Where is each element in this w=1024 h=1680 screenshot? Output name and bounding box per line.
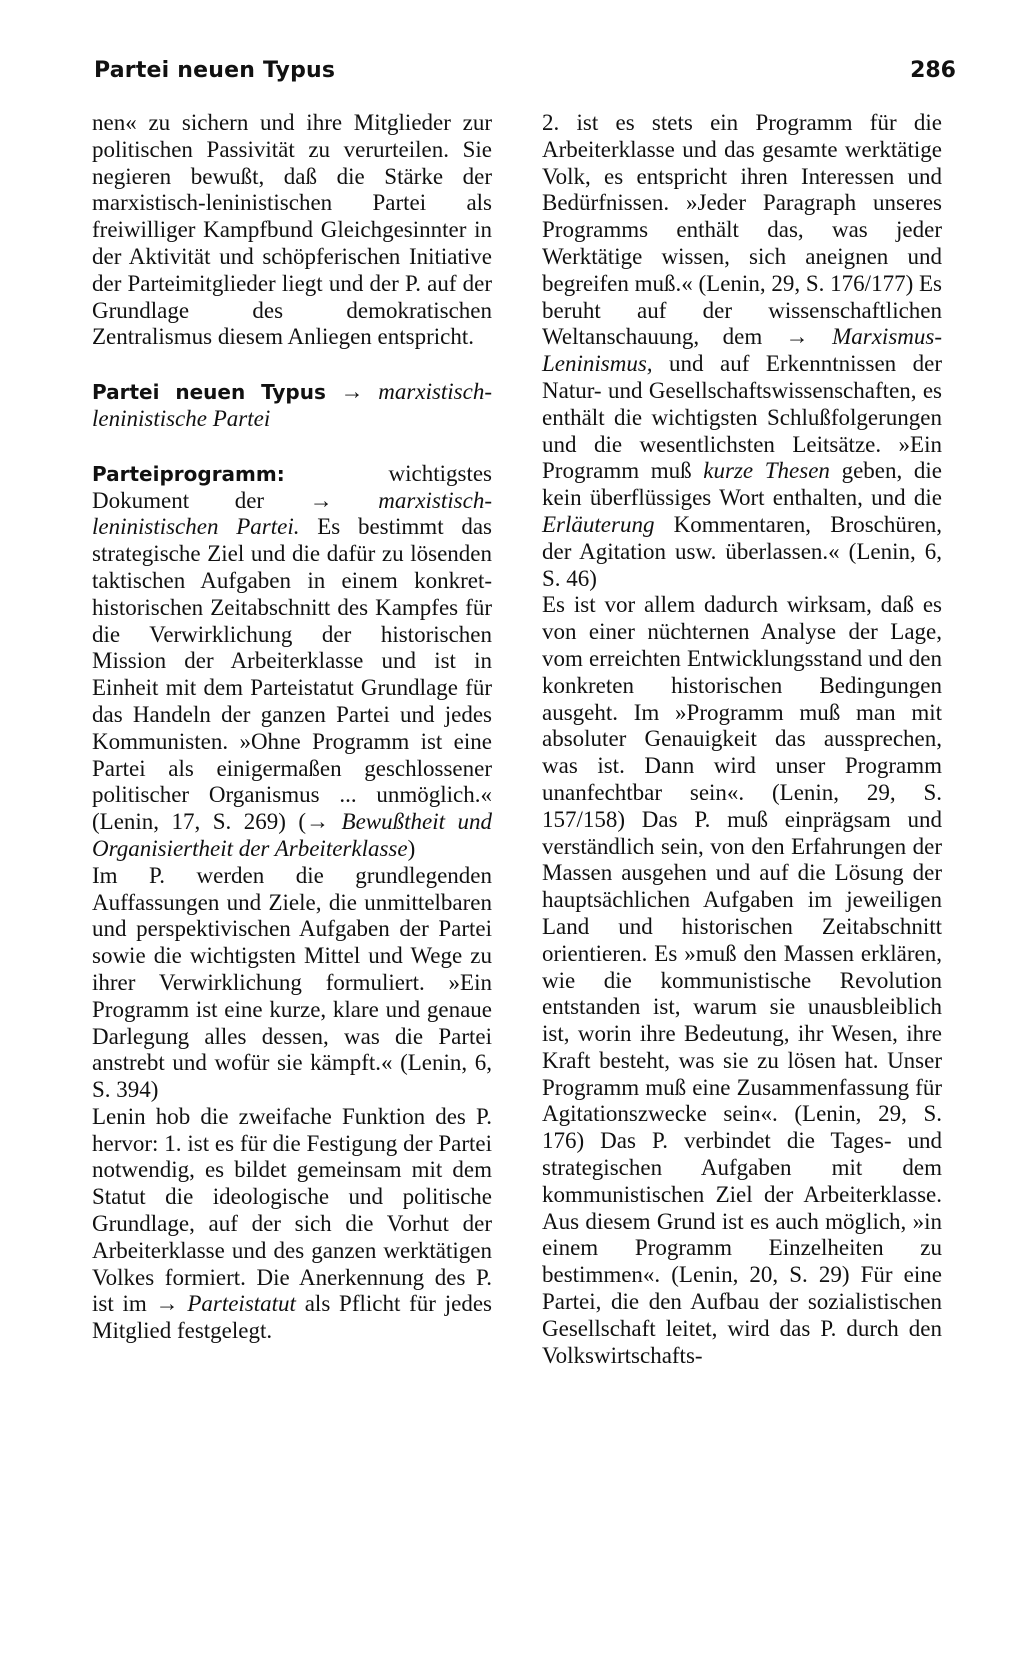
cross-reference: Parteistatut [178, 1291, 296, 1317]
entry-text: und auf Erkenntnissen der Natur- und Gesellschaftswissenschaften, es enthält die wichtigsten Schlußfolgerungen und die wesentlichsten Leitsätze. »Ein Programm muß [542, 351, 942, 484]
cross-reference-arrow-icon: → [306, 809, 330, 835]
right-column [542, 110, 942, 1369]
paragraph: Im P. werden die grundlegenden Auffassungen und Ziele, die unmittelbaren und perspektivischen Aufgaben der Partei sowie die wichtigsten Mittel und Wege zu ihrer Verwirklichung formuliert. »Ein Programm ist eine kurze, klare und genaue Darlegung alles dessen, was die Partei anstrebt und wofür sie kämpft.« (Lenin, 6, S. 394) [92, 862, 492, 1103]
cross-reference-arrow-icon: → [155, 1291, 179, 1317]
entry-text: Es bestimmt das strategische Ziel und die dafür zu lösenden taktischen Aufgaben in einem konkret-historischen Zeitabschnitt des Kampfes für die Verwirklichung der historischen Mission der Arbeiterklasse und ist in Einheit mit dem Parteistatut Grundlage für das Handeln der ganzen Partei und jedes Kommunisten. »Ohne Programm ist eine Partei als einigermaßen geschlossener politischer Organismus ... unmöglich.« (Lenin, 17, S. 269) ( [92, 514, 492, 835]
entry-text: Kommentaren, Broschüren, der Agitation usw. überlassen.« (Lenin, 6, S. 46) [542, 511, 942, 591]
entry-text: Lenin hob die zweifache Funktion des P. hervor: 1. ist es für die Festigung der Partei notwendig, es bildet gemeinsam mit dem Statut die ideologische und politische Grundlage, auf der sich die Vorhut der Arbeiterklasse und des ganzen werktätigen Volkes formiert. Die Anerkennung des P. ist im [92, 1103, 492, 1317]
paragraph-continuation: nen« zu sichern und ihre Mitglieder zur politischen Passivität zu verurteilen. Sie negieren bewußt, daß die Stärke der marxistisch-leninistischen Partei als freiwilliger Kampfbund Gleichgesinnter in der Aktivität und schöpferischen Initiative der Parteimitglieder liegt und der P. auf der Grundlage des demokratischen Zentralismus diesem Anliegen entspricht. [92, 110, 492, 350]
emphasis: Erläuterung [542, 511, 655, 537]
cross-reference: marxistisch-leninistischen Partei. [92, 487, 493, 540]
paragraph [542, 110, 942, 592]
entry-text: 2. ist es stets ein Programm für die Arbeiterklasse und das gesamte werktätige Volk, es entspricht ihren Interessen und Bedürfnissen. »Jeder Paragraph unseres Programms enthält das, was jeder Werktätige wissen, sich aneignen und begreifen muß.« (Lenin, 29, S. 176/177) Es beruht auf der wissenschaftlichen Weltanschauung, dem [542, 110, 942, 350]
running-head: Partei neuen Typus [94, 58, 336, 83]
cross-reference: Bewußtheit und Organisiertheit der Arbeiterklasse [92, 809, 493, 861]
headword: Parteiprogramm: [92, 461, 285, 486]
emphasis: kurze Thesen [703, 458, 830, 484]
left-column [92, 110, 492, 1345]
headword: Partei neuen Typus [92, 380, 326, 405]
entry-text: als Pflicht für jedes Mitglied festgelegt. [92, 1291, 492, 1344]
cross-reference: Marxismus-Leninismus, [542, 324, 942, 377]
paragraph: Es ist vor allem dadurch wirksam, daß es von einer nüchternen Analyse der Lage, vom erreichten Entwicklungsstand und den konkreten historischen Bedingungen ausgeht. Im »Programm muß man mit absoluter Genauigkeit das aussprechen, was ist. Dann wird unser Programm unanfechtbar sein«. (Lenin, 29, S. 157/158) Das P. muß einprägsam und verständlich sein, von den Erfahrungen der Massen ausgehen und auf die Lösung der hauptsächlichen Aufgaben im jeweiligen Land und historischen Zeitabschnitt orientieren. Es »muß den Massen erklären, wie die kommunistische Revolution entstanden ist, warum sie unausbleiblich ist, worin ihre Bedeutung, ihr Wesen, ihre Kraft besteht, was sie zu lösen hat. Unser Programm muß eine Zusammenfassung für Agitationszwecke sein«. (Lenin, 29, S. 176) Das P. verbindet die Tages- und strategischen Aufgaben mit dem kommunistischen Ziel der Arbeiterklasse. Aus diesem Grund ist es auch möglich, »in einem Programm Einzelheiten zu bestimmen«. (Lenin, 20, S. 29) Für eine Partei, die den Aufbau der sozialistischen Gesellschaft leitet, wird das P. durch den Volkswirtschafts- [542, 592, 942, 1368]
paragraph [92, 1104, 492, 1345]
entry-parteiprogramm [92, 461, 492, 863]
cross-reference-arrow-icon: → [340, 379, 364, 405]
entry-partei-neuen-typus [92, 379, 492, 433]
entry-text: wichtigstes Dokument der [92, 460, 492, 513]
cross-reference: marxistisch-leninistische Partei [92, 379, 493, 431]
page-number: 286 [910, 58, 956, 83]
entry-text: ) [407, 835, 416, 861]
entry-text: geben, die kein überflüssiges Wort enthalten, und die [542, 458, 943, 511]
cross-reference-arrow-icon: → [785, 324, 809, 350]
cross-reference-arrow-icon: → [309, 487, 333, 513]
